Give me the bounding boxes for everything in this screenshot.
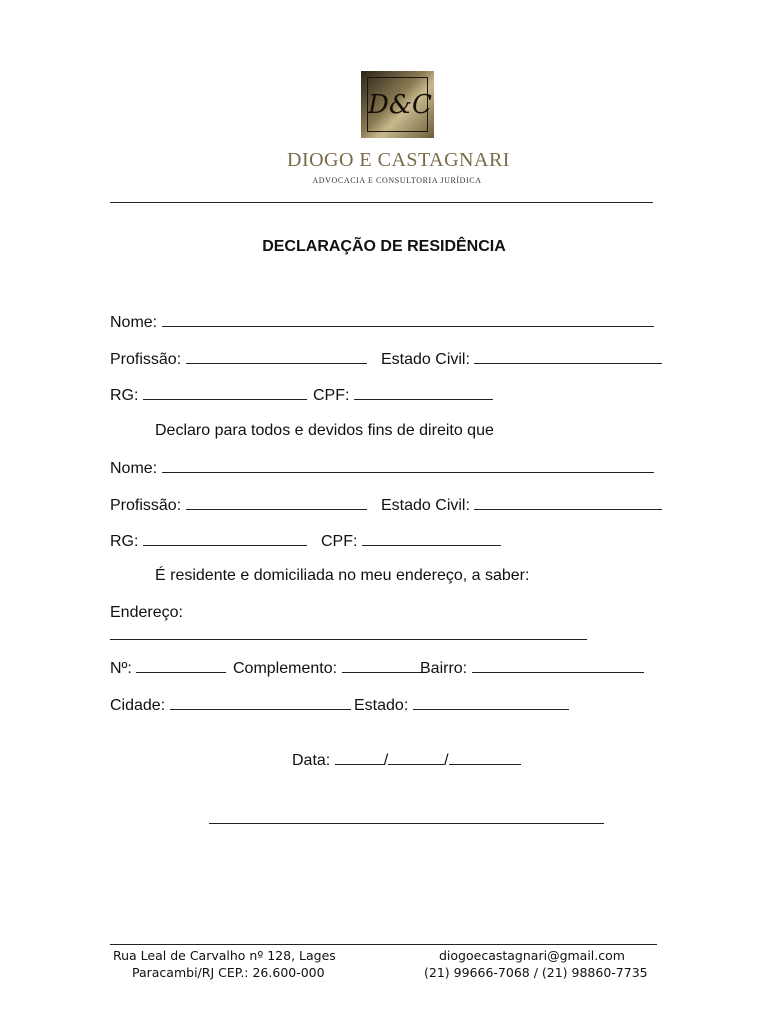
resident-nome-row <box>110 458 654 478</box>
endereco-field[interactable] <box>110 639 587 640</box>
endereco-label: Endereço: <box>110 604 183 621</box>
declaration-text: Declaro para todos e devidos fins de direito que <box>155 422 494 439</box>
declarant-profissao-row <box>110 349 367 369</box>
resident-estado-civil-row <box>381 495 662 515</box>
resident-profissao-field[interactable] <box>186 495 367 510</box>
declarant-estado-civil-row <box>381 349 662 369</box>
estado-field[interactable] <box>413 695 569 710</box>
document-title: DECLARAÇÃO DE RESIDÊNCIA <box>262 238 506 255</box>
footer-address-line2: Paracambi/RJ CEP.: 26.600-000 <box>132 965 325 980</box>
date-row <box>292 750 521 770</box>
brand-tagline: ADVOCACIA E CONSULTORIA JURÍDICA <box>312 176 482 185</box>
footer-email: diogoecastagnari@gmail.com <box>439 948 625 963</box>
date-label: Data: <box>292 752 331 769</box>
resident-rg-row <box>110 531 307 551</box>
complemento-field[interactable] <box>342 658 424 673</box>
resident-nome-label: Nome: <box>110 460 158 477</box>
declarant-nome-label: Nome: <box>110 314 158 331</box>
resident-cpf-row <box>321 531 501 551</box>
header-divider <box>110 202 653 203</box>
resident-profissao-label: Profissão: <box>110 497 182 514</box>
estado-label: Estado: <box>354 697 409 714</box>
date-day-field[interactable] <box>335 750 384 765</box>
estado-row <box>354 695 569 715</box>
date-month-field[interactable] <box>388 750 444 765</box>
bairro-field[interactable] <box>472 658 644 673</box>
numero-label: Nº: <box>110 660 132 677</box>
declarant-profissao-label: Profissão: <box>110 351 182 368</box>
resident-rg-field[interactable] <box>143 531 307 546</box>
date-separator: / <box>444 752 449 769</box>
declarant-estado-civil-label: Estado Civil: <box>381 351 470 368</box>
resident-cpf-label: CPF: <box>321 533 358 550</box>
declarant-estado-civil-field[interactable] <box>474 349 662 364</box>
footer-address-line1: Rua Leal de Carvalho nº 128, Lages <box>113 948 336 963</box>
resident-estado-civil-label: Estado Civil: <box>381 497 470 514</box>
cidade-label: Cidade: <box>110 697 166 714</box>
footer-divider <box>110 944 657 945</box>
complemento-row <box>233 658 424 678</box>
declarant-rg-row <box>110 385 307 405</box>
cidade-row <box>110 695 351 715</box>
declarant-nome-row <box>110 312 654 332</box>
declarant-cpf-label: CPF: <box>313 387 350 404</box>
numero-field[interactable] <box>136 658 226 673</box>
declarant-cpf-field[interactable] <box>354 385 493 400</box>
complemento-label: Complemento: <box>233 660 338 677</box>
bairro-label: Bairro: <box>420 660 468 677</box>
numero-row <box>110 658 226 678</box>
brand-name: DIOGO E CASTAGNARI <box>287 149 510 171</box>
declarant-cpf-row <box>313 385 493 405</box>
resident-cpf-field[interactable] <box>362 531 501 546</box>
resident-estado-civil-field[interactable] <box>474 495 662 510</box>
declarant-nome-field[interactable] <box>162 312 654 327</box>
declarant-rg-field[interactable] <box>143 385 307 400</box>
footer-phones: (21) 99666-7068 / (21) 98860-7735 <box>424 965 648 980</box>
declarant-profissao-field[interactable] <box>186 349 367 364</box>
cidade-field[interactable] <box>170 695 351 710</box>
bairro-row <box>420 658 644 678</box>
logo-monogram: D&C <box>368 90 432 120</box>
date-year-field[interactable] <box>449 750 521 765</box>
resident-rg-label: RG: <box>110 533 139 550</box>
resident-profissao-row <box>110 495 367 515</box>
residence-text: É residente e domiciliada no meu endereço, a saber: <box>155 567 530 584</box>
logo-emblem <box>361 71 434 138</box>
declarant-rg-label: RG: <box>110 387 139 404</box>
signature-line[interactable] <box>209 823 604 824</box>
resident-nome-field[interactable] <box>162 458 654 473</box>
date-separator: / <box>383 752 389 769</box>
